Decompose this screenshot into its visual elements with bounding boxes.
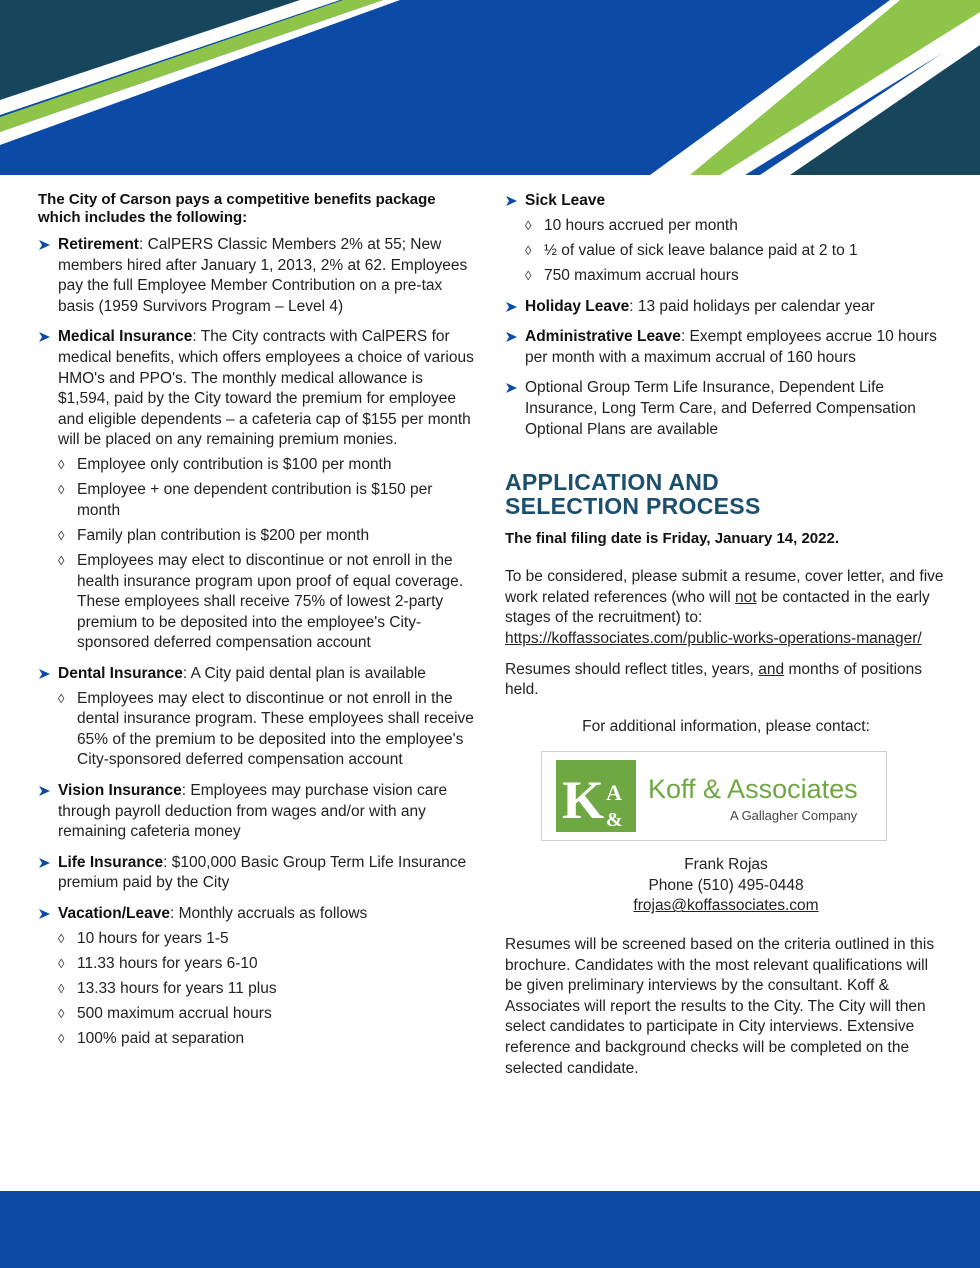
diamond-bullet-icon: ◊ [58,930,65,946]
diamond-bullet-icon: ◊ [525,217,532,233]
benefit-label: Retirement [58,236,139,253]
contact-email-link[interactable]: frojas@koffassociates.com [633,897,819,915]
diamond-bullet-icon: ◊ [58,955,65,971]
arrow-bullet-icon [38,854,52,872]
arrow-bullet-icon [38,665,52,683]
benefit-text: : Employees may purchase vision care through payroll deduction from wages and/or with any remaining cafeteria money [58,782,448,841]
section-title: APPLICATION AND SELECTION PROCESS [505,469,761,520]
benefit-optional-plans [505,378,947,440]
diamond-bullet-icon: ◊ [525,267,532,283]
benefit-vision [38,781,478,843]
arrow-bullet-icon [505,379,519,397]
diamond-bullet-icon: ◊ [58,456,65,472]
svg-text:A: A [606,780,622,806]
benefit-label: Dental Insurance [58,665,183,683]
sub-item: ◊ 10 hours for years 1-5 [38,929,478,950]
header-banner [0,0,980,175]
benefit-text: Optional Group Term Life Insurance, Dependent Life Insurance, Long Term Care, and Deferred Compensation Optional Plans are available [525,379,916,438]
submission-instructions: To be considered, please submit a resume, cover letter, and five work related references (who will not be contacted in the early stages of the recruitment) to: https://koffassociates.com/public-works-operations-manager/ [505,568,944,647]
arrow-bullet-icon [505,328,519,346]
benefit-text: : 13 paid holidays per calendar year [629,297,875,315]
benefit-text: : Exempt employees accrue 10 hours per month with a maximum accrual of 160 hours [525,328,937,366]
sub-item: ◊ Employee + one dependent contribution is $150 per month [58,481,433,519]
arrow-bullet-icon [505,298,519,316]
benefit-text: : CalPERS Classic Members 2% at 55; New members hired after January 1, 2013, 2% at 62. Employees pay the full Employee Member Contribution on a pre-tax basis (1959 Survivors Program – Level 4) [58,236,468,315]
sub-item: ◊ 13.33 hours for years 11 plus [38,979,478,1000]
sub-item: ◊ 11.33 hours for years 6-10 [38,954,478,975]
sub-item: ◊ 10 hours accrued per month [505,216,947,237]
arrow-bullet-icon [38,236,52,254]
benefit-life [38,853,478,894]
benefit-label: Medical Insurance [58,328,193,346]
benefit-holiday [505,297,947,318]
benefit-vacation [38,904,478,1050]
arrow-bullet-icon [38,782,52,800]
diamond-bullet-icon: ◊ [58,690,65,706]
benefit-label: Life Insurance [58,853,164,871]
benefit-label: Holiday Leave [525,297,630,315]
benefit-administrative-leave [505,327,947,368]
diamond-bullet-icon: ◊ [525,242,532,258]
diamond-bullet-icon: ◊ [58,553,65,569]
resume-guidance: Resumes should reflect titles, years, and months of positions held. [505,660,923,699]
sub-item: ◊ 750 maximum accrual hours [505,266,947,287]
diamond-bullet-icon: ◊ [58,980,65,996]
koff-logo-mark-icon [556,760,636,832]
benefit-retirement [38,235,478,317]
process-column [505,191,947,1089]
sub-item: ◊ Employees may elect to discontinue or not enroll in the dental insurance program. These employees shall receive 65% of the premium to be deposited into the employee's City-sponsored deferred compensation account [58,689,474,769]
benefit-text: : Monthly accruals as follows [170,905,368,922]
benefit-medical [38,327,478,654]
application-link[interactable]: https://koffassociates.com/public-works-operations-manager/ [505,629,922,647]
logo-tagline: A Gallagher Company [730,808,858,824]
koff-associates-logo [541,751,887,841]
benefit-label: Sick Leave [525,192,606,209]
contact-name: Frank Rojas [684,856,768,874]
benefits-intro: The City of Carson pays a competitive benefits package which includes the following: [38,191,436,226]
logo-name: Koff & Associates [648,774,858,805]
sub-item: ◊ Employees may elect to discontinue or not enroll in the health insurance program upon proof of equal coverage. These employees shall receive 75% of lowest 2-party premium to be deposited into the employee's City-sponsored deferred compensation account [58,552,464,652]
diamond-bullet-icon: ◊ [58,1006,65,1022]
diamond-bullet-icon: ◊ [58,527,65,543]
benefit-text: : The City contracts with CalPERS for medical benefits, which offers employees a choice of various HMO's and PPO's. The monthly medical allowance is $1,594, paid by the City toward the premium for employee and eligible dependents – a cafeteria cap of $155 per month will be placed on any remaining premium monies. [58,328,474,449]
contact-block [505,855,947,917]
benefits-column [38,191,478,1060]
filing-date: The final filing date is Friday, January 14, 2022. [505,530,840,548]
benefit-dental [38,664,478,771]
contact-phone: Phone (510) 495-0448 [648,876,804,894]
sub-item: ◊ Family plan contribution is $200 per month [38,526,478,547]
benefit-label: Vision Insurance [58,782,182,800]
sub-item: ◊ ½ of value of sick leave balance paid at 2 to 1 [505,241,947,262]
benefit-label: Administrative Leave [525,328,681,346]
benefit-label: Vacation/Leave [58,905,171,922]
benefit-sick-leave [505,191,947,287]
sub-item: ◊ 100% paid at separation [38,1029,478,1050]
sub-item: ◊ 500 maximum accrual hours [38,1004,478,1025]
arrow-bullet-icon [505,192,519,210]
diamond-bullet-icon: ◊ [58,482,65,498]
svg-text:&: & [606,809,623,832]
sub-item: ◊ Employee only contribution is $100 per month [38,455,478,476]
svg-text:K: K [562,770,605,831]
arrow-bullet-icon [38,905,52,923]
footer-banner [0,1191,980,1268]
benefit-text: : A City paid dental plan is available [182,665,426,683]
arrow-bullet-icon [38,328,52,346]
screening-process: Resumes will be screened based on the criteria outlined in this brochure. Candidates with the most relevant qualifications will be given preliminary interviews by the consultant. Koff & Associates will report the results to the City. The City will then select candidates to participate in City interviews. Extensive reference and background checks will be completed on the selected candidate. [505,936,935,1077]
benefit-text: : $100,000 Basic Group Term Life Insurance premium paid by the City [58,853,467,892]
contact-intro: For additional information, please contact: [582,717,870,735]
diamond-bullet-icon: ◊ [58,1031,65,1047]
